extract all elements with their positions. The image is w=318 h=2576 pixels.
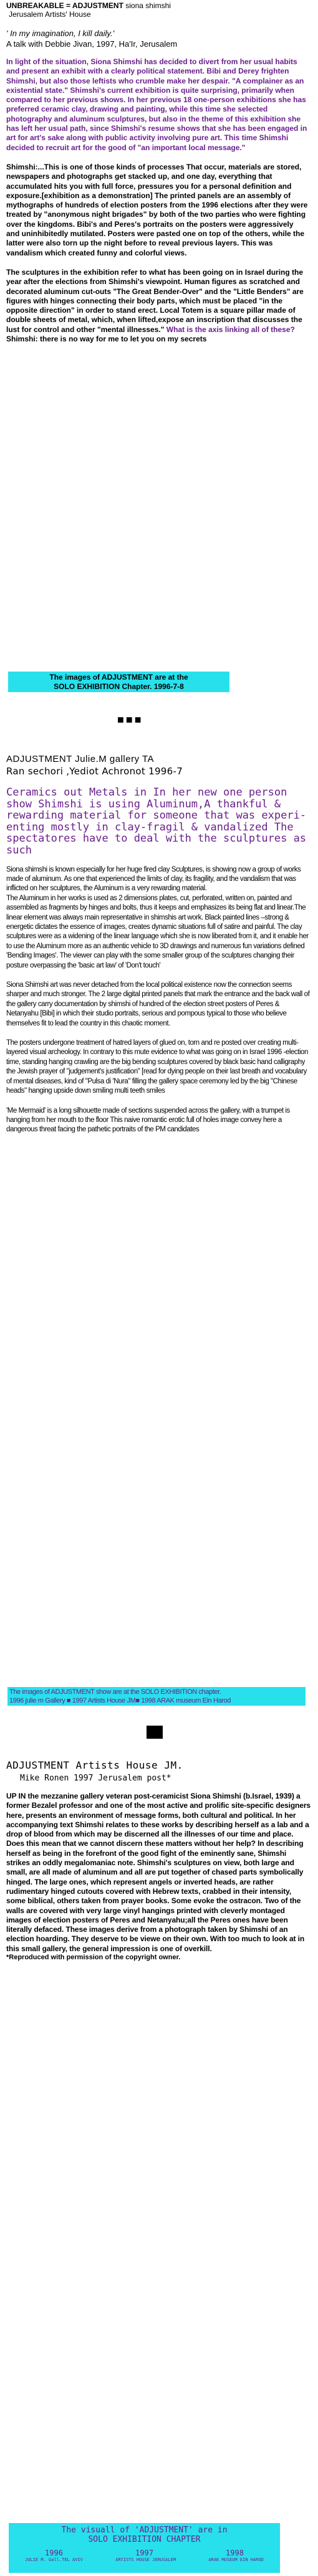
section2-paragraph-1: Siona shimshi is known especially for her huge fired clay Sculptures, is showing now a group of works made of aluminum. As one that experienced the limits of clay, its fragility, and the vandalism that was inflicted on her sculptures, the Aluminum is a very rewarding material.: [6, 865, 301, 893]
section1-subtitle: Jerusalem Artists' House: [9, 10, 91, 19]
section2-caption-box: [7, 1687, 306, 1706]
section1-paragraph-3-main: The sculptures in the exhibition refer to what has been going on in Israel during the year after the elections from Shimshi's viewpoint. Human figures as scratched and decorated aluminum cut-outs "The Great Bender-Over" and the "Little Benders" are figures with hinges connecting their body parts, which must be placed "in the opposite direction" in order to stand erect. Local Totem is a square pillar made of double sheets of metal, which, when lifted,expose an inscription that discusses the lust for control and other "mental illnesses.": [6, 267, 304, 334]
section2-paragraph-2: The Aluminum in her works is used as 2 dimensions plates, cut, perforated, written on, painted and assembled as fragments by hinges and bolts, thus it keeps and emphasizes its being flat and linear.The linear element was always main representative in shimshis art work. Black painted lines –strong & energetic dictates the essence of images, creates dynamic situations full of satire and painful. The clay sculptures were as a widening of the linear language which she is now liberated from it, and it enable her to use the Aluminum more as an authentic vehicle to 3D drawings and numerous fun variations defined 'Bending Images'. The viewer can play with the some smaller group of the sculptures changing their posture overpassing the 'basic art law' of 'Don't touch': [6, 894, 309, 969]
section2-article: [6, 865, 312, 1135]
section2-paragraph-5: 'Me Mermaid' is a long silhouette made of sections suspended across the gallery, with a trumpet is hanging from her mouth to the floor This naive romantic erotic full of holes image convey here a dangerous threat facing the pathetic portraits of the PM candidates: [6, 1106, 290, 1134]
section2-title: ADJUSTMENT Julie.M gallery TA: [6, 754, 155, 764]
footer-year-1997: 1997: [135, 2549, 153, 2557]
section1-paragraph-3: [6, 268, 309, 344]
section2-subtitle: Ran sechori ,Yediot Achronot 1996-7: [6, 766, 183, 777]
section1-talk-credit: A talk with Debbie Jivan, 1997, Ha'Ir, Jerusalem: [6, 39, 178, 49]
section3-title: ADJUSTMENT Artists House JM.: [6, 1759, 183, 1771]
section3-article: UP IN the mezzanine gallery veteran post-ceramicist Siona Shimshi (b.Israel, 1939) a former Bezalel professor and one of the most active and prolific site-specific designers here, presents an environment of message forms, both cultural and political. In her accompanying text Shimshi relates to these works by describing herself as a lab and a drop of blood from which may be discerned all the illnesses of our time and place. Does this mean that we cannot discern these matters without her help? In describing herself as being in the forefront of the good fight of the eminently sane, Shimshi strikes an oddly megalomaniac note. Shimshi's sculptures on view, both large and small, are all made of aluminum and all are put together of chased parts symbolically hinged. The large ones, which represent angels or inverted heads, are rather rudimentary hinged cutouts covered with Hebrew texts, crabbed in their intensity, some biblical, others taken from prayer books. Some evoke the ostracon. Two of the walls are covered with very large vinyl hangings printed with cleverly montaged images of election posters of Peres and Netanyahu;all the Peres ones have been literally defaced. These images derive from a photograph taken by Shimshi of an election hoarding. They deserve to be viewe on their own. With too much to look at in this small gallery, the general impression is one of overkill.: [6, 1792, 311, 1953]
section1-quote: ' In my imagination, I kill daily.': [6, 29, 115, 38]
footer-place-julie-m: JULIE M. Gall.TEL AVIV: [25, 2557, 83, 2562]
section-divider-dots: ■■■: [117, 713, 143, 726]
section-julie-m-gallery: [6, 754, 312, 1135]
footer-year-1996: 1996: [45, 2549, 63, 2557]
footer-title-line2: SOLO EXHIBITION CHAPTER: [88, 2535, 201, 2544]
section-divider-square: [147, 1726, 163, 1739]
section1-paragraph-3-answer: Shimshi: there is no way for me to let you on my secrets: [6, 335, 207, 344]
section2-caption-line2: 1996 julie m Gallery ■ 1997 Artists House JM■ 1998 ARAK museum Ein Harod: [9, 1697, 231, 1704]
section2-caption-line1: The images of ADJUSTMENT show are at the SOLO EXHIBITION chapter.: [9, 1688, 221, 1696]
footer-year-1998: 1998: [226, 2549, 244, 2557]
section2-lead: Ceramics out Metals in In her new one person show Shimshi is using Aluminum,A thankful & rewarding material for someone that was experi-enting mostly in clay-fragil & vandalized The spectatores have to deal with the sculptures as such: [6, 786, 307, 857]
section-unbreakable: [6, 1, 312, 344]
section1-caption-line2: SOLO EXHIBITION Chapter. 1996-7-8: [54, 682, 184, 691]
footer-years: [9, 2549, 280, 2557]
section3-footnote: *Reproduced with permission of the copyright owner.: [6, 1954, 181, 1962]
footer-place-arak-museum: ARAK MUSEUM EIN HAROD: [208, 2557, 264, 2562]
section1-title-bold: UNBREAKABLE = ADJUSTMENT: [6, 1, 123, 10]
section1-caption-box: [8, 672, 229, 692]
footer-title-line1: The visuall of 'ADJUSTMENT' are in: [61, 2526, 228, 2535]
section1-paragraph-3-question: What is the axis linking all of these?: [166, 325, 295, 334]
footer-place-artists-house: ARTISTS HOUSE JERUSALEM: [115, 2557, 176, 2562]
section3-footer-box: [9, 2523, 280, 2573]
section1-paragraph-2: Shimshi:...This is one of those kinds of processes That occur, materials are stored, newspapers and photographs get stacked up, and one day, everything that accumulated hits you with full force, pressures you for a personal definition and exposure.[exhibition as a demonstration] The printed panels are an assembly of mythographs of hundreds of election posters from the 1996 elections after they were treated by "anonymous night brigades" by both of the two parties who were fighting over the kingdoms. Bibi's and Peres's portraits on the posters were aggressively and uninhibitedly mutilated. Posters were pasted one on top of the others, while the latter were also torn up the night before to reveal previous layers. This was vandalism which created funny and colorful views.: [6, 162, 308, 257]
section1-title: [6, 1, 312, 10]
section1-caption-line1: The images of ADJUSTMENT are at the: [49, 673, 188, 682]
section2-paragraph-4: The posters undergone treatment of hatred layers of glued on, torn and re posted over creating multi-layered visual archeology. In contrary to this mute evidence to what was going on in Israel 1996 -election time, standing hanging crawling are the big bending sculptures covered by black basic hand calligraphy the Jewish prayer of "judgement's justification" [read for dying people on their last breath and vocabulary of mental diseases, kind of "Pulsa di 'Nura" filling the gallery space ceremony led by the big "Chinese heads" hanging upside down smiling multi teeth smiles: [6, 1039, 308, 1095]
section-artists-house: [6, 1759, 312, 1961]
section3-subtitle: Mike Ronen 1997 Jerusalem post*: [20, 1774, 171, 1783]
section2-paragraph-3: Siona Shimshi art was never detached from the local political existence now the connection seems sharper and much stronger. The 2 large digital printed panels that mark the entrance and the back wall of the gallery carry documentation by shimshi of hundred of the election street posters of Peres & Netanyahu [Bibi] in which their studio portraits, serious and pompous typical to those who believe themselves fit to lead the country in this chaotic moment.: [6, 981, 310, 1027]
section1-title-rest: siona shimshi: [125, 1, 171, 10]
section1-intro: In light of the situation, Siona Shimshi has decided to divert from her usual habits and present an exhibit with a clearly political statement. Bibi and Derey frighten Shimshi, but also those leftists who crumble make her despair. "A complainer as an existential state." Shimshi's current exhibition is quite surprising, primarily when compared to her previous shows. In her previous 18 one-person exhibitions she has preferred ceramic clay, drawing and painting, while this time she selected photography and aluminum sculptures, but also in the theme of this exhibition she has left her usual path, since Shimshi's resume shows that she has been engaged in art for art's sake along with public activity involving pure art. This time Shimshi decided to recruit art for the good of "an important local message.": [6, 57, 307, 152]
footer-places: [9, 2557, 280, 2562]
